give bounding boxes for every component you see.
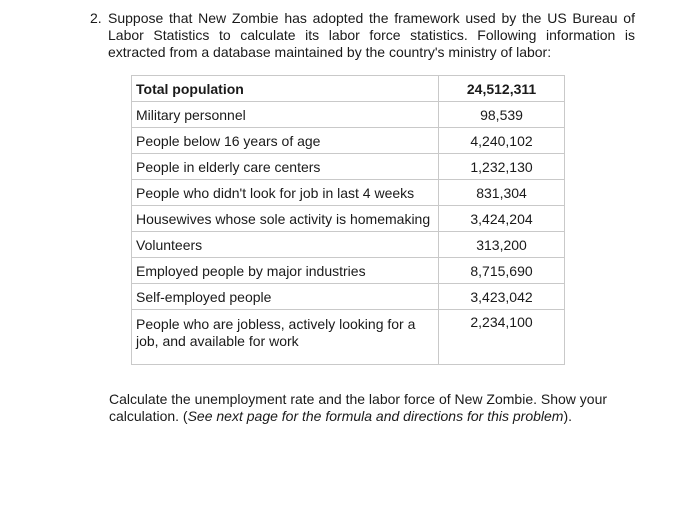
row-value: 98,539 (439, 102, 565, 128)
question-block (90, 10, 635, 61)
labor-data-table (131, 75, 565, 365)
row-value: 831,304 (439, 180, 565, 206)
row-label: People in elderly care centers (132, 154, 439, 180)
row-label: Volunteers (132, 232, 439, 258)
row-value: 4,240,102 (439, 128, 565, 154)
table-row (132, 76, 565, 102)
table-row (132, 154, 565, 180)
table-row (132, 310, 565, 365)
row-label: Housewives whose sole activity is homemaking (132, 206, 439, 232)
row-value: 8,715,690 (439, 258, 565, 284)
row-label: People below 16 years of age (132, 128, 439, 154)
row-label: Total population (132, 76, 439, 102)
table-row (132, 206, 565, 232)
row-value: 3,423,042 (439, 284, 565, 310)
instruction-text (109, 391, 629, 425)
instruction-main: Calculate the unemployment rate and the labor force of New Zombie. Show your calculation. ( (109, 391, 608, 424)
table-row (132, 102, 565, 128)
table-row (132, 180, 565, 206)
table-row (132, 128, 565, 154)
row-value: 1,232,130 (439, 154, 565, 180)
instruction-italic: See next page for the formula and directions for this problem (187, 408, 564, 424)
row-value: 313,200 (439, 232, 565, 258)
question-number: 2. (90, 10, 102, 26)
row-label: People who didn't look for job in last 4 weeks (132, 180, 439, 206)
instruction-end: ). (563, 408, 573, 424)
row-value: 2,234,100 (439, 310, 565, 365)
row-label: Military personnel (132, 102, 439, 128)
table-row (132, 258, 565, 284)
row-label: Employed people by major industries (132, 258, 439, 284)
row-value: 3,424,204 (439, 206, 565, 232)
row-label: Self-employed people (132, 284, 439, 310)
question-intro: Suppose that New Zombie has adopted the framework used by the US Bureau of Labor Statistics to calculate its labor force statistics. Following information is extracted from a database maintained by the country's ministry of labor: (108, 10, 635, 60)
row-label: People who are jobless, actively looking for a job, and available for work (132, 310, 439, 365)
row-value: 24,512,311 (439, 76, 565, 102)
table-row (132, 284, 565, 310)
table-row (132, 232, 565, 258)
